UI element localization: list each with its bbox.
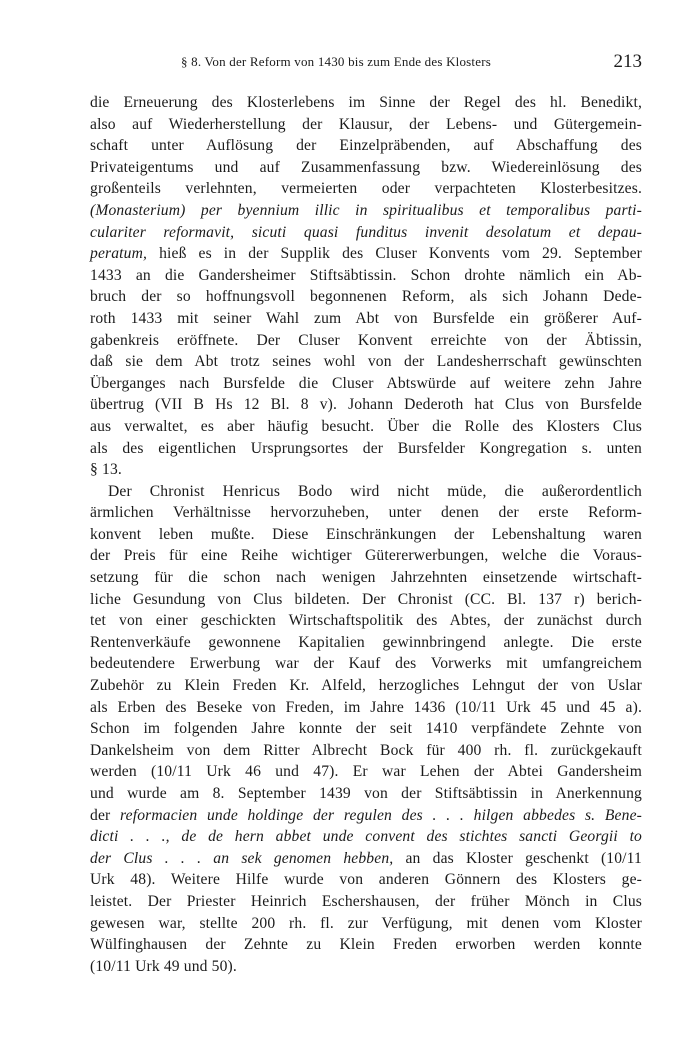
text-run: Schon im folgenden Jahre konnte der seit 1410 verpfändete Zehnte von (90, 720, 642, 738)
text-run: konvent leben mußte. Diese Einschränkungen der Lebenshaltung waren (90, 525, 642, 543)
text-line (90, 92, 642, 114)
text-run: gabenkreis eröffnete. Der Cluser Konvent erreichte von der Äbtissin, (90, 331, 642, 349)
italic-quote: dicti . . ., de de hern abbet unde convent des stichtes sancti Georgii to (90, 828, 642, 846)
text-line (90, 589, 642, 611)
text-run: bruch der so hoffnungsvoll begonnenen Reform, als sich Johann Dede- (90, 288, 642, 306)
text-line (90, 178, 642, 200)
text-line (90, 783, 642, 805)
text-line (90, 934, 642, 956)
text-run: übertrug (VII B Hs 12 Bl. 8 v). Johann Dederoth hat Clus von Bursfelde (90, 396, 642, 414)
text-line (90, 373, 642, 395)
text-run: Der Chronist Henricus Bodo wird nicht müde, die außerordentlich (108, 482, 642, 500)
text-run: der (90, 806, 121, 824)
italic-quote: reformacien unde holdinge der regulen des . . . hilgen abbedes s. Bene- (120, 806, 642, 824)
text-line (90, 438, 642, 460)
text-line (90, 135, 642, 157)
text-line (90, 308, 642, 330)
text-run: tet von einer geschickten Wirtschaftspolitik des Abtes, der zunächst durch (90, 612, 642, 630)
paragraph (90, 481, 642, 978)
text-run: daß sie dem Abt trotz seines wohl von der Landesherrschaft gewünschten (90, 353, 642, 371)
text-run: großenteils verlehnten, vermeierten oder verpachteten Klosterbesitzes. (90, 180, 642, 198)
text-line (90, 265, 642, 287)
text-run: Dankelsheim von dem Ritter Albrecht Bock für 400 rh. fl. zurückgekauft (90, 741, 642, 759)
text-line (90, 653, 642, 675)
text-run: hieß es in der Supplik des Cluser Konvents vom 29. September (147, 245, 642, 263)
italic-quote: (Monasterium) per byennium illic in spiritualibus et temporalibus parti- (90, 201, 642, 219)
text-line (90, 524, 642, 546)
text-line (90, 675, 642, 697)
text-run: § 13. (90, 461, 122, 479)
text-line (90, 913, 642, 935)
text-run: (10/11 Urk 49 und 50). (90, 957, 237, 975)
paragraph (90, 92, 642, 481)
text-line (90, 243, 642, 265)
text-line (90, 718, 642, 740)
text-line (90, 222, 642, 244)
text-line (90, 632, 642, 654)
italic-quote: der Clus . . . an sek genomen hebben, (90, 849, 394, 867)
text-line (90, 869, 642, 891)
text-run: 1433 an die Gandersheimer Stiftsäbtissin. Schon drohte nämlich ein Ab- (90, 266, 642, 284)
page-number: 213 (613, 51, 642, 72)
text-line (90, 610, 642, 632)
text-run: leistet. Der Priester Heinrich Eschershausen, der früher Mönch in Clus (90, 892, 642, 910)
text-line (90, 114, 642, 136)
text-run: bedeutendere Erwerbung war der Kauf des Vorwerks mit umfangreichem (90, 655, 642, 673)
text-line (90, 848, 642, 870)
text-line (90, 459, 642, 481)
text-run: als Erben des Beseke von Freden, im Jahre 1436 (10/11 Urk 45 und 45 a). (90, 698, 642, 716)
text-line (90, 545, 642, 567)
text-run: Überganges nach Bursfelde die Cluser Abtswürde auf weitere zehn Jahre (90, 374, 642, 392)
text-run: roth 1433 mit seiner Wahl zum Abt von Bursfelde ein größerer Auf- (90, 309, 642, 327)
text-line (90, 805, 642, 827)
text-run: aus verwaltet, es aber häufig besucht. Über die Rolle des Klosters Clus (90, 417, 642, 435)
text-run: Rentenverkäufe gewonnene Kapitalien gewinnbringend anlegte. Die erste (90, 633, 642, 651)
italic-quote: culariter reformavit, sicuti quasi funditus invenit desolatum et depau- (90, 223, 642, 241)
italic-quote: peratum, (90, 245, 148, 263)
text-run: Wülfinghausen der Zehnte zu Klein Freden erworben werden konnte (90, 936, 642, 954)
text-line (90, 826, 642, 848)
text-line (90, 286, 642, 308)
text-line (90, 956, 642, 978)
text-line (90, 416, 642, 438)
text-line (90, 200, 642, 222)
text-run: als des eigentlichen Ursprungsortes der Bursfelder Kongregation s. unten (90, 439, 642, 457)
text-run: der Preis für eine Reihe wichtiger Gütererwerbungen, welche die Voraus- (90, 547, 642, 565)
text-line (90, 567, 642, 589)
text-run: Urk 48). Weitere Hilfe wurde von anderen Gönnern des Klosters ge- (90, 871, 642, 889)
text-run: die Erneuerung des Klosterlebens im Sinne der Regel des hl. Benedikt, (90, 94, 642, 111)
body-text (90, 92, 642, 977)
text-run: an das Kloster geschenkt (10/11 (393, 849, 642, 867)
text-run: ärmlichen Verhältnisse hervorzuheben, unter denen der erste Reform- (90, 504, 642, 522)
text-line (90, 761, 642, 783)
text-run: werden (10/11 Urk 46 und 47). Er war Lehen der Abtei Gandersheim (90, 763, 642, 781)
text-line (90, 740, 642, 762)
text-line (90, 157, 642, 179)
text-line (90, 351, 642, 373)
text-line (90, 394, 642, 416)
text-run: gewesen war, stellte 200 rh. fl. zur Verfügung, mit denen vom Kloster (90, 914, 642, 932)
text-line (90, 502, 642, 524)
text-run: also auf Wiederherstellung der Klausur, der Lebens- und Gütergemein- (90, 115, 642, 133)
text-line (90, 330, 642, 352)
text-line (90, 481, 642, 503)
text-line (90, 891, 642, 913)
text-run: setzung für die schon nach wenigen Jahrzehnten einsetzende wirtschaft- (90, 569, 642, 587)
running-head (90, 51, 642, 78)
text-run: schaft unter Auflösung der Einzelpräbenden, auf Abschaffung des (90, 137, 642, 155)
text-run: Zubehör zu Klein Freden Kr. Alfeld, herzogliches Lehngut der von Uslar (90, 677, 642, 695)
text-run: Privateigentums und auf Zusammenfassung bzw. Wiedereinlösung des (90, 158, 642, 176)
text-run: und wurde am 8. September 1439 von der Stiftsäbtissin in Anerkennung (90, 785, 642, 802)
running-title: § 8. Von der Reform von 1430 bis zum Ende des Klosters (180, 54, 491, 69)
text-run: liche Gesundung von Clus bildeten. Der Chronist (CC. Bl. 137 r) berich- (90, 590, 642, 608)
text-line (90, 697, 642, 719)
